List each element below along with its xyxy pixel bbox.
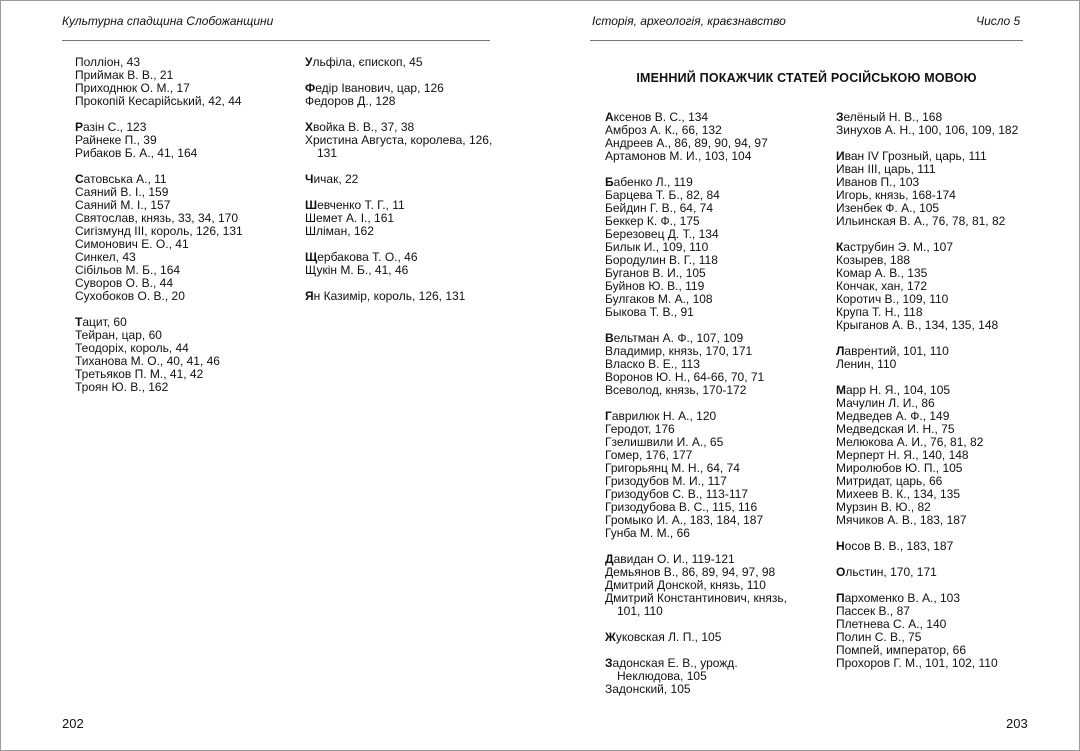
index-entry-text: Тацит, 60	[75, 315, 127, 329]
index-entry-text: Бабенко Л., 119	[605, 175, 693, 189]
index-entry-text: Гомер, 176, 177	[605, 448, 693, 462]
index-entry-continuation: Неклюдова, 105	[617, 669, 707, 683]
index-entry-text: Кончак, хан, 172	[836, 279, 927, 293]
index-letter-group	[836, 150, 1018, 228]
index-entry	[305, 134, 492, 160]
index-entry-continuation: 131	[317, 146, 338, 160]
index-entry-text: Жуковская Л. П., 105	[605, 630, 722, 644]
index-entry-text: Гаврилюк Н. А., 120	[605, 409, 717, 423]
index-entry-text: Ян Казимір, король, 126, 131	[305, 289, 466, 303]
index-entry-text: Теодоріх, король, 44	[75, 341, 189, 355]
index-entry-text: Игорь, князь, 168-174	[836, 188, 956, 202]
index-entry-text: Миролюбов Ю. П., 105	[836, 461, 963, 475]
index-entry-text: Райнеке П., 39	[75, 133, 157, 147]
index-entry-text: Гризодубов С. В., 113-117	[605, 487, 748, 501]
index-entry-text: Буганов В. И., 105	[605, 266, 706, 280]
index-entry	[305, 225, 492, 238]
index-letter-group	[75, 56, 243, 108]
index-letter-group	[305, 56, 492, 69]
index-entry-text: Христина Августа, королева, 126,	[305, 133, 493, 147]
index-entry-text: Козырев, 188	[836, 253, 911, 267]
index-entry	[605, 306, 787, 319]
index-entry-text: Саяний В. І., 159	[75, 185, 169, 199]
index-entry-text: Полин С. В., 75	[836, 630, 922, 644]
right-header-rule	[590, 40, 1023, 41]
index-entry-text: Бейдин Г. В., 64, 74	[605, 201, 713, 215]
left-running-head: Культурна спадщина Слобожанщини	[62, 14, 274, 28]
index-entry	[836, 657, 1018, 670]
index-entry	[605, 657, 787, 683]
index-entry-text: Каструбин Э. М., 107	[836, 240, 954, 254]
index-letter-group	[836, 384, 1018, 527]
index-entry-text: Дмитрий Донской, князь, 110	[605, 578, 766, 592]
index-entry-text: Всеволод, князь, 170-172	[605, 383, 747, 397]
index-entry-text: Изенбек Ф. А., 105	[836, 201, 940, 215]
index-entry	[836, 358, 1018, 371]
index-letter-group	[605, 657, 787, 696]
index-letter-group	[836, 241, 1018, 332]
index-letter-group	[605, 332, 787, 397]
index-entry-text: Щербакова Т. О., 46	[305, 250, 418, 264]
index-entry	[836, 566, 1018, 579]
index-letter-group	[305, 199, 492, 238]
index-entry-text: Медведев А. Ф., 149	[836, 409, 950, 423]
index-entry-text: Задонская Е. В., урожд.	[605, 656, 738, 670]
index-entry	[305, 290, 492, 303]
index-title: ІМЕННИЙ ПОКАЖЧИК СТАТЕЙ РОСІЙСЬКОЮ МОВОЮ	[636, 71, 977, 85]
index-entry-text: Шліман, 162	[305, 224, 374, 238]
index-entry-text: Ольстин, 170, 171	[836, 565, 937, 579]
index-entry-text: Синкел, 43	[75, 250, 136, 264]
index-entry	[836, 514, 1018, 527]
index-entry-text: Геродот, 176	[605, 422, 675, 436]
index-entry-text: Крыганов А. В., 134, 135, 148	[836, 318, 999, 332]
index-letter-group	[605, 176, 787, 319]
index-entry-text: Святослав, князь, 33, 34, 170	[75, 211, 239, 225]
index-entry	[605, 150, 787, 163]
index-entry-text: Марр Н. Я., 104, 105	[836, 383, 951, 397]
index-entry-text: Аксенов В. С., 134	[605, 110, 709, 124]
index-entry-text: Барцева Т. Б., 82, 84	[605, 188, 720, 202]
index-entry-text: Билык И., 109, 110	[605, 240, 709, 254]
index-entry	[75, 381, 243, 394]
index-entry	[836, 215, 1018, 228]
index-entry-text: Ульфіла, єпископ, 45	[305, 55, 423, 69]
index-entry-text: Шемет А. І., 161	[305, 211, 395, 225]
index-entry-text: Демьянов В., 86, 89, 94, 97, 98	[605, 565, 776, 579]
index-letter-group	[75, 121, 243, 160]
index-entry-text: Симонович Е. О., 41	[75, 237, 189, 251]
index-entry-text: Бородулин В. Г., 118	[605, 253, 718, 267]
index-entry-text: Шевченко Т. Г., 11	[305, 198, 405, 212]
index-entry-text: Беккер К. Ф., 175	[605, 214, 700, 228]
index-entry-text: Михеев В. К., 134, 135	[836, 487, 960, 501]
index-letter-group	[75, 316, 243, 394]
index-entry-text: Иван IV Грозный, царь, 111	[836, 149, 987, 163]
index-entry-text: Крупа Т. Н., 118	[836, 305, 923, 319]
index-entry-text: Владимир, князь, 170, 171	[605, 344, 753, 358]
index-entry	[836, 124, 1018, 137]
index-entry	[836, 319, 1018, 332]
index-entry-text: Громыко И. А., 183, 184, 187	[605, 513, 764, 527]
index-letter-group	[305, 173, 492, 186]
index-entry	[305, 95, 492, 108]
index-entry	[305, 173, 492, 186]
index-letter-group	[305, 82, 492, 108]
index-entry-text: Суворов О. В., 44	[75, 276, 173, 290]
index-entry-text: Сухобоков О. В., 20	[75, 289, 185, 303]
index-entry-text: Пассек В., 87	[836, 604, 910, 618]
index-entry-text: Ильинская В. А., 76, 78, 81, 82	[836, 214, 1006, 228]
index-letter-group	[836, 592, 1018, 670]
left-index-column-1	[75, 56, 243, 407]
index-entry	[75, 147, 243, 160]
index-entry-text: Давидан О. И., 119-121	[605, 552, 735, 566]
index-entry-continuation: 101, 110	[617, 604, 663, 618]
index-entry-text: Саяний М. І., 157	[75, 198, 171, 212]
left-index-column-2	[305, 56, 492, 316]
index-entry-text: Дмитрий Константинович, князь,	[605, 591, 787, 605]
index-entry-text: Носов В. В., 183, 187	[836, 539, 954, 553]
index-entry	[75, 290, 243, 303]
index-entry-text: Хвойка В. В., 37, 38	[305, 120, 415, 134]
index-entry	[605, 631, 787, 644]
index-entry-text: Булгаков М. А., 108	[605, 292, 713, 306]
index-letter-group	[836, 540, 1018, 553]
index-entry-text: Разін С., 123	[75, 120, 147, 134]
index-entry-text: Задонский, 105	[605, 682, 691, 696]
index-entry-text: Быкова Т. В., 91	[605, 305, 694, 319]
index-letter-group	[305, 290, 492, 303]
index-entry-text: Полліон, 43	[75, 55, 141, 69]
index-entry-text: Андреев А., 86, 89, 90, 94, 97	[605, 136, 768, 150]
index-entry-text: Мачулин Л. И., 86	[836, 396, 935, 410]
left-header-rule	[62, 40, 490, 41]
right-index-column-1	[605, 111, 787, 709]
index-entry-text: Тейран, цар, 60	[75, 328, 162, 342]
index-entry-text: Третьяков П. М., 41, 42	[75, 367, 204, 381]
index-entry-text: Буйнов Ю. В., 119	[605, 279, 705, 293]
index-entry-text: Гунба М. М., 66	[605, 526, 690, 540]
index-entry-text: Коротич В., 109, 110	[836, 292, 949, 306]
index-entry-text: Мелюкова А. И., 76, 81, 82	[836, 435, 984, 449]
index-letter-group	[305, 251, 492, 277]
index-entry-text: Гризодубов М. И., 117	[605, 474, 727, 488]
index-letter-group	[836, 345, 1018, 371]
right-running-head: Історія, археологія, краєзнавство	[592, 14, 786, 28]
index-entry-text: Рибаков Б. А., 41, 164	[75, 146, 198, 160]
index-entry-text: Прокопій Кесарійський, 42, 44	[75, 94, 242, 108]
index-entry-text: Приходнюк О. М., 17	[75, 81, 190, 95]
index-entry-text: Гризодубова В. С., 115, 116	[605, 500, 758, 514]
index-entry-text: Воронов Ю. Н., 64-66, 70, 71	[605, 370, 765, 384]
index-letter-group	[305, 121, 492, 160]
index-entry-text: Тиханова М. О., 40, 41, 46	[75, 354, 220, 368]
index-entry	[75, 95, 243, 108]
index-entry-text: Прохоров Г. М., 101, 102, 110	[836, 656, 998, 670]
right-index-column-2	[836, 111, 1018, 683]
index-entry-text: Щукін М. Б., 41, 46	[305, 263, 409, 277]
index-entry-text: Власко В. Е., 113	[605, 357, 700, 371]
index-entry-text: Березовец Д. Т., 134	[605, 227, 719, 241]
index-entry-text: Амброз А. К., 66, 132	[605, 123, 722, 137]
index-entry-text: Троян Ю. В., 162	[75, 380, 169, 394]
index-entry-text: Федір Іванович, цар, 126	[305, 81, 444, 95]
index-entry-text: Зинухов А. Н., 100, 106, 109, 182	[836, 123, 1019, 137]
index-entry-text: Пархоменко В. А., 103	[836, 591, 961, 605]
index-entry	[605, 384, 787, 397]
index-entry-text: Сигізмунд ІІІ, король, 126, 131	[75, 224, 243, 238]
index-entry-text: Артамонов М. И., 103, 104	[605, 149, 752, 163]
index-entry-text: Чичак, 22	[305, 172, 359, 186]
index-entry-text: Лаврентий, 101, 110	[836, 344, 949, 358]
index-entry-text: Приймак В. В., 21	[75, 68, 174, 82]
index-entry-text: Плетнева С. А., 140	[836, 617, 947, 631]
index-entry-text: Вельтман А. Ф., 107, 109	[605, 331, 744, 345]
index-entry-text: Сібільов М. Б., 164	[75, 263, 181, 277]
index-entry-text: Иван III, царь, 111	[836, 162, 936, 176]
index-entry-text: Григорьянц М. Н., 64, 74	[605, 461, 740, 475]
index-letter-group	[605, 410, 787, 540]
index-letter-group	[75, 173, 243, 303]
index-entry-text: Иванов П., 103	[836, 175, 920, 189]
index-entry	[605, 527, 787, 540]
index-entry	[305, 56, 492, 69]
index-entry	[605, 592, 787, 618]
index-entry-text: Мячиков А. В., 183, 187	[836, 513, 967, 527]
index-entry-text: Митридат, царь, 66	[836, 474, 943, 488]
index-entry	[605, 683, 787, 696]
index-entry-text: Ленин, 110	[836, 357, 897, 371]
index-letter-group	[605, 553, 787, 618]
index-entry	[836, 540, 1018, 553]
index-letter-group	[605, 631, 787, 644]
index-entry-text: Помпей, император, 66	[836, 643, 967, 657]
index-entry-text: Медведская И. Н., 75	[836, 422, 955, 436]
right-running-head-issue: Число 5	[976, 14, 1021, 28]
index-letter-group	[836, 566, 1018, 579]
index-entry-text: Сатовська А., 11	[75, 172, 167, 186]
index-letter-group	[605, 111, 787, 163]
index-entry-text: Мурзин В. Ю., 82	[836, 500, 931, 514]
index-entry-text: Гзелишвили И. А., 65	[605, 435, 724, 449]
index-entry-text: Федоров Д., 128	[305, 94, 396, 108]
index-entry	[305, 264, 492, 277]
right-page-number: 203	[1006, 716, 1028, 731]
index-entry-text: Комар А. В., 135	[836, 266, 928, 280]
left-page-number: 202	[62, 716, 84, 731]
index-entry-text: Мерперт Н. Я., 140, 148	[836, 448, 969, 462]
index-entry-text: Зелёный Н. В., 168	[836, 110, 943, 124]
index-letter-group	[836, 111, 1018, 137]
